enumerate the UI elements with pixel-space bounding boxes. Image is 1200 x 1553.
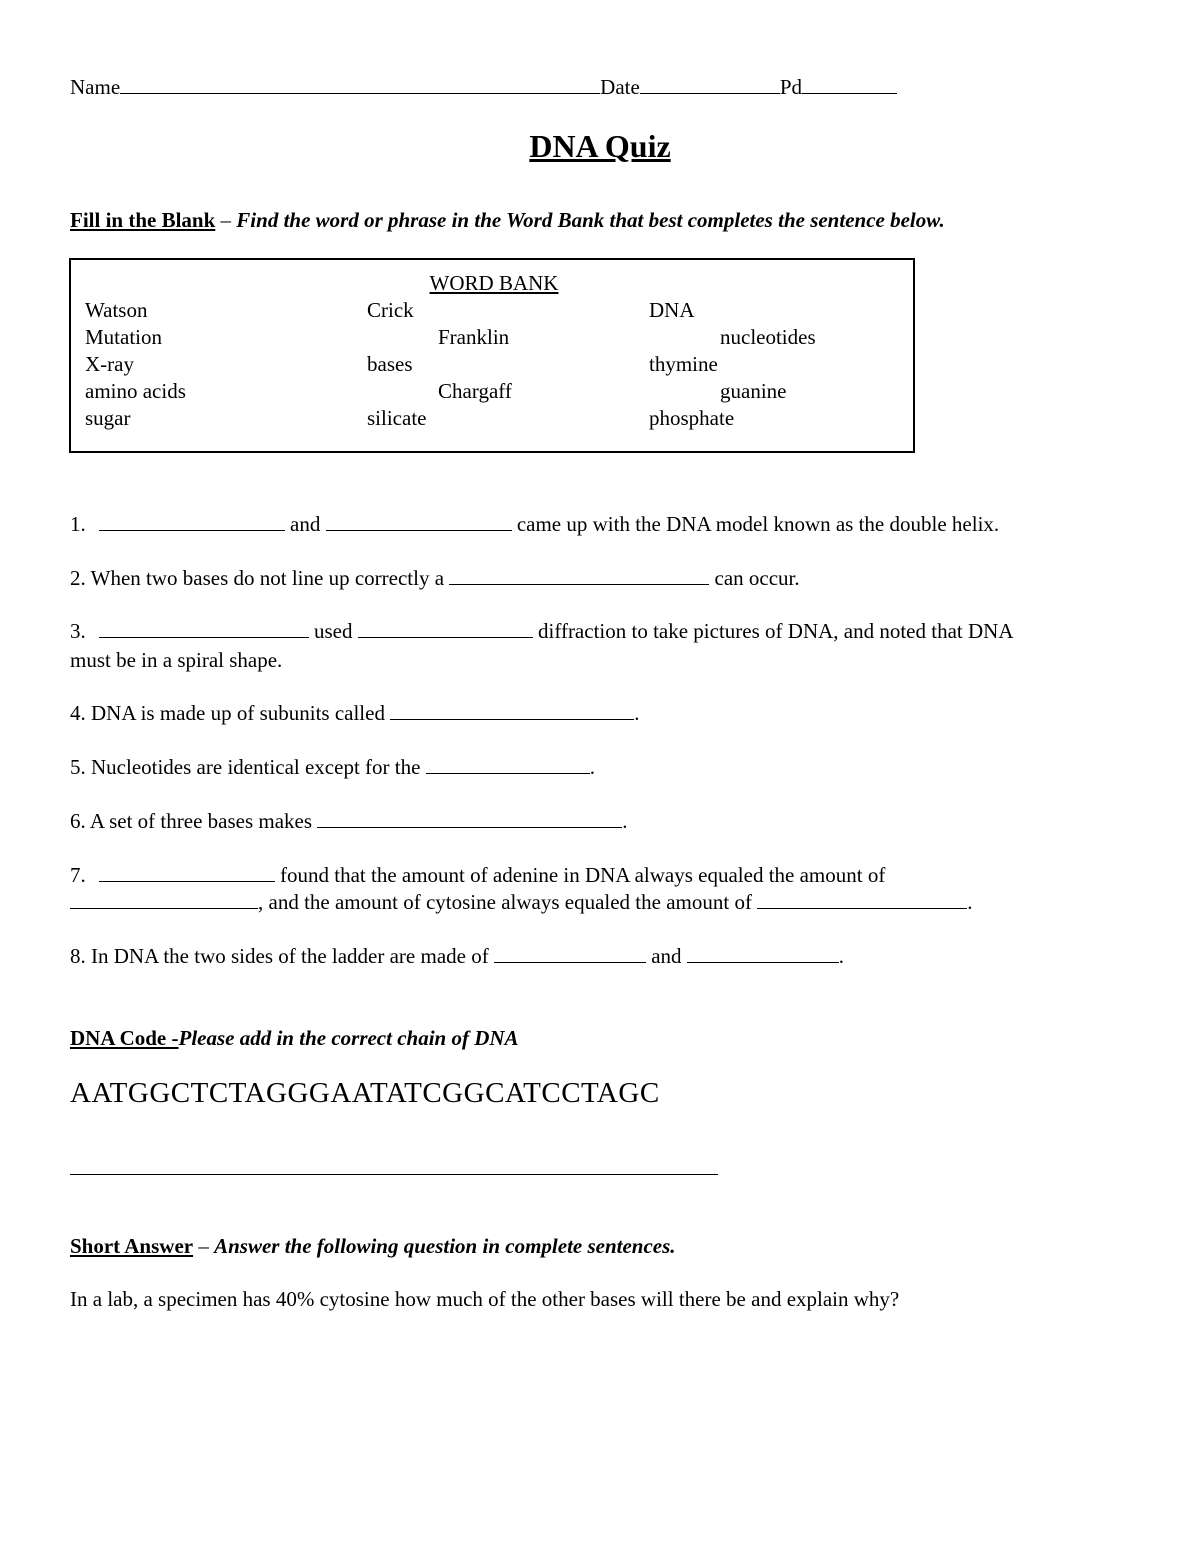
- word-bank-box: [69, 258, 915, 453]
- question-text: , and the amount of cytosine always equaled the amount of: [258, 890, 752, 914]
- question-number: 7.: [70, 863, 86, 887]
- question-text: 6. A set of three bases makes: [70, 809, 313, 833]
- word-bank-word: Crick: [367, 298, 414, 322]
- answer-blank[interactable]: [326, 512, 512, 531]
- word-bank-word: X-ray: [85, 352, 134, 376]
- short-answer-dash: –: [193, 1234, 215, 1258]
- pd-label: Pd: [779, 75, 802, 99]
- fill-section-header: [70, 207, 945, 233]
- answer-blank[interactable]: [99, 619, 309, 638]
- question-text: .: [589, 755, 595, 779]
- question-text: and: [290, 512, 321, 536]
- word-bank-word: nucleotides: [720, 325, 816, 349]
- dna-heading: DNA Code -: [70, 1026, 179, 1050]
- question-7: [70, 862, 885, 888]
- answer-blank[interactable]: [317, 809, 622, 828]
- short-answer-header: [70, 1233, 676, 1259]
- answer-blank[interactable]: [70, 890, 258, 909]
- question-text: found that the amount of adenine in DNA always equaled the amount of: [280, 863, 886, 887]
- dna-section-header: [70, 1025, 519, 1051]
- question-3-line-2: must be in a spiral shape.: [70, 648, 283, 672]
- question-8: [70, 943, 844, 969]
- question-text: 2. When two bases do not line up correctly a: [70, 566, 445, 590]
- dna-sequence: AATGGCTCTAGGGAATATCGGCATCCTAGC: [70, 1077, 660, 1109]
- question-text: used: [314, 619, 353, 643]
- question-text: .: [622, 809, 628, 833]
- name-label: Name: [70, 75, 121, 99]
- word-bank-word: silicate: [367, 406, 427, 430]
- answer-blank[interactable]: [99, 512, 285, 531]
- word-bank-word: thymine: [649, 352, 718, 376]
- fill-instruction: Find the word or phrase in the Word Bank that best completes the sentence below.: [236, 208, 945, 232]
- question-7-line-2: [70, 889, 972, 915]
- date-label: Date: [600, 75, 640, 99]
- word-bank-word: Franklin: [438, 325, 510, 349]
- dna-answer-line[interactable]: [70, 1174, 718, 1175]
- fill-heading: Fill in the Blank: [70, 208, 216, 232]
- word-bank-word: Chargaff: [438, 379, 512, 403]
- question-number: 1.: [70, 512, 86, 536]
- question-text: 8. In DNA the two sides of the ladder are made of: [70, 944, 489, 968]
- question-6: [70, 808, 628, 834]
- word-bank-word: Watson: [85, 298, 148, 322]
- word-bank-word: phosphate: [649, 406, 735, 430]
- page-title: DNA Quiz: [529, 128, 671, 164]
- short-answer-question: In a lab, a specimen has 40% cytosine how much of the other bases will there be and explain why?: [70, 1287, 900, 1311]
- word-bank-word: bases: [367, 352, 413, 376]
- answer-blank[interactable]: [687, 944, 839, 963]
- question-text: .: [634, 701, 640, 725]
- date-blank[interactable]: [640, 75, 780, 94]
- question-text: can occur.: [714, 566, 800, 590]
- question-text: 4. DNA is made up of subunits called: [70, 701, 385, 725]
- answer-blank[interactable]: [449, 566, 709, 585]
- word-bank-word: amino acids: [85, 379, 186, 403]
- answer-blank[interactable]: [426, 755, 590, 774]
- question-2: [70, 565, 800, 591]
- pd-blank[interactable]: [802, 75, 897, 94]
- answer-blank[interactable]: [358, 619, 533, 638]
- fill-dash: –: [215, 208, 237, 232]
- question-4: [70, 700, 639, 726]
- word-bank-title: WORD BANK: [429, 271, 559, 295]
- word-bank-word: Mutation: [85, 325, 162, 349]
- question-text: diffraction to take pictures of DNA, and noted that DNA: [538, 619, 1014, 643]
- question-1: [70, 511, 999, 537]
- question-3: [70, 618, 1013, 644]
- short-answer-instruction: Answer the following question in complete sentences.: [214, 1234, 676, 1258]
- question-text: 5. Nucleotides are identical except for the: [70, 755, 421, 779]
- question-5: [70, 754, 595, 780]
- name-blank[interactable]: [120, 75, 600, 94]
- word-bank-word: guanine: [720, 379, 787, 403]
- answer-blank[interactable]: [494, 944, 646, 963]
- answer-blank[interactable]: [757, 890, 967, 909]
- question-text: .: [838, 944, 845, 968]
- answer-blank[interactable]: [99, 863, 275, 882]
- word-bank-word: sugar: [85, 406, 131, 430]
- question-number: 3.: [70, 619, 86, 643]
- dna-instruction: Please add in the correct chain of DNA: [178, 1026, 519, 1050]
- question-text: and: [651, 944, 682, 968]
- question-text: .: [967, 890, 973, 914]
- answer-blank[interactable]: [390, 701, 634, 720]
- short-answer-heading: Short Answer: [70, 1234, 194, 1258]
- word-bank-word: DNA: [649, 298, 695, 322]
- question-text: came up with the DNA model known as the double helix.: [516, 512, 1000, 536]
- header-line: [70, 74, 897, 100]
